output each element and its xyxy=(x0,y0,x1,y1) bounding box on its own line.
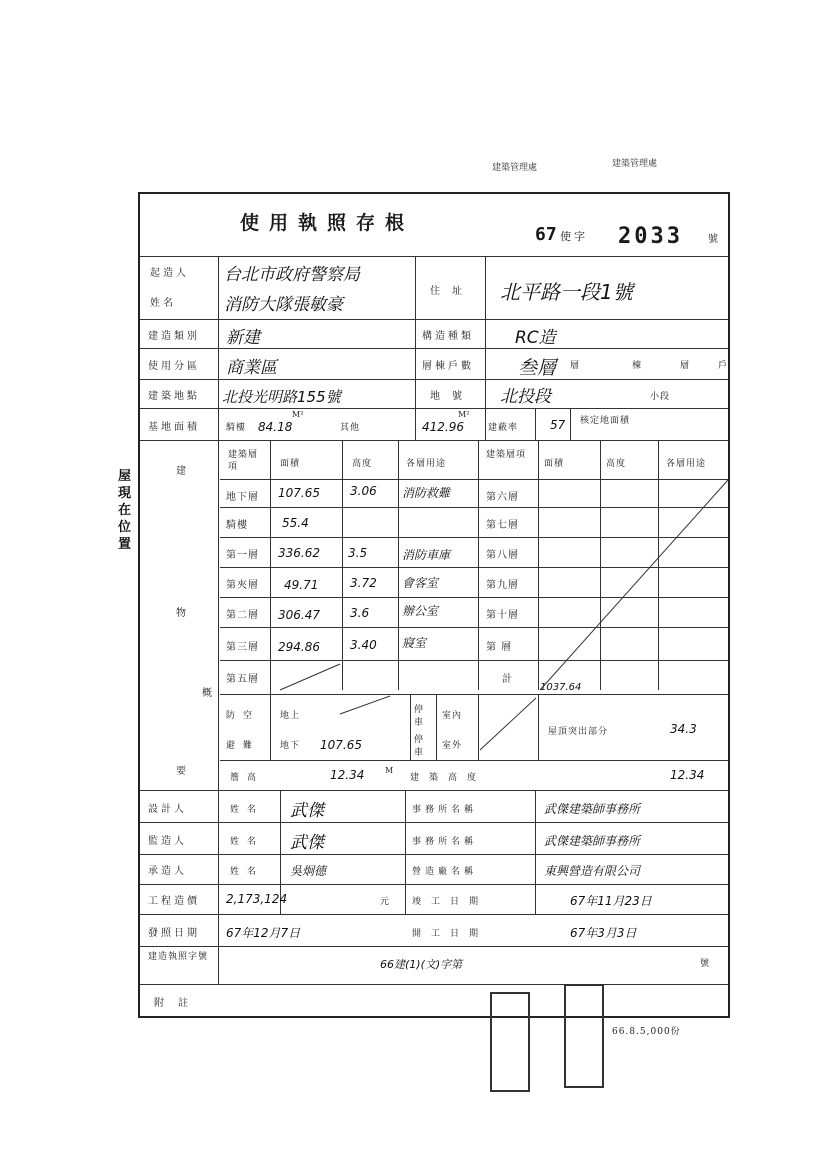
floor-area: 306.47 xyxy=(278,608,320,622)
eave-height-label: 簷高 xyxy=(230,773,265,783)
supervisor-label: 監造人 xyxy=(148,836,187,847)
address-value: 北平路一段1號 xyxy=(500,280,633,304)
floor-label: 地下層 xyxy=(226,492,259,503)
parcel-label: 地號 xyxy=(430,391,474,402)
address-label: 住址 xyxy=(430,286,474,297)
floor-label: 第二層 xyxy=(226,610,259,621)
floor-label: 計 xyxy=(502,674,513,685)
floors-unit4: 戶 xyxy=(718,361,729,371)
floor-area: 107.65 xyxy=(278,486,320,500)
floor-label: 第夾層 xyxy=(226,580,259,591)
cost-value: 2,173,124 xyxy=(226,892,288,906)
contractor-name-label: 姓名 xyxy=(230,867,265,877)
floor-label: 第八層 xyxy=(486,550,519,561)
floor-label: 第三層 xyxy=(226,642,259,653)
permit-type: 使字 xyxy=(560,230,588,243)
construction-type-value: 新建 xyxy=(226,328,260,348)
col-item-left: 建築層項 xyxy=(228,450,259,472)
floor-use: 消防車庫 xyxy=(402,548,451,562)
site-location-value: 北投光明路155號 xyxy=(222,388,341,406)
indoor-label: 室內 xyxy=(442,711,463,721)
name-value: 消防大隊張敏豪 xyxy=(224,295,343,315)
supervisor-name: 武傑 xyxy=(290,833,324,853)
supervisor-office-label: 事務所名稱 xyxy=(412,837,478,847)
permit-form xyxy=(138,192,730,1018)
col-area-right: 面積 xyxy=(544,459,565,469)
parking-label2: 停車 xyxy=(414,735,425,758)
zoning-label: 使用分區 xyxy=(148,361,200,372)
designer-office-label: 事務所名稱 xyxy=(412,805,478,815)
builder-value: 台北市政府警察局 xyxy=(224,265,360,285)
floor-label: 騎樓 xyxy=(226,520,248,531)
floor-label: 第九層 xyxy=(486,580,519,591)
builder-label: 起造人 xyxy=(150,268,189,279)
form-title: 使用執照存根 xyxy=(240,212,415,234)
completion-label: 竣工日期 xyxy=(412,897,489,907)
floor-use: 辦公室 xyxy=(402,604,439,618)
site-location-label: 建築地點 xyxy=(148,391,200,402)
floor-height: 3.5 xyxy=(348,546,368,560)
floor-height: 3.6 xyxy=(350,606,370,620)
col-height-left: 高度 xyxy=(352,459,373,469)
floors-unit1: 層 xyxy=(570,361,581,371)
supervisor-name-label: 姓名 xyxy=(230,837,265,847)
small-section-label: 小段 xyxy=(650,392,671,402)
col-item-right: 建築層項 xyxy=(486,450,527,460)
shelter-label1: 防空 xyxy=(226,711,261,721)
top-stamp xyxy=(492,156,714,190)
arcade-sub-label: 騎樓 xyxy=(226,423,247,433)
permit-year: 67 xyxy=(535,224,557,245)
structure-value: RC造 xyxy=(515,328,556,348)
total-value: 1037.64 xyxy=(540,682,582,693)
other-sub-label: 其他 xyxy=(340,423,361,433)
unit-m: M xyxy=(385,766,394,775)
seal-stamp xyxy=(490,992,530,1092)
floor-area: 55.4 xyxy=(282,516,309,530)
contractor-company: 東興營造有限公司 xyxy=(544,864,641,878)
floors-label: 層棟戶數 xyxy=(422,361,474,372)
name-label: 姓名 xyxy=(150,298,176,309)
floor-label: 第一層 xyxy=(226,550,259,561)
floors-unit3: 層 xyxy=(680,361,691,371)
designer-name: 武傑 xyxy=(290,801,324,821)
building-height-label: 建築高度 xyxy=(410,773,487,783)
permit-label: 建造執照字號 xyxy=(148,952,209,962)
floor-use: 寢室 xyxy=(402,636,427,650)
contractor-label: 承造人 xyxy=(148,866,187,877)
floor-height: 3.06 xyxy=(350,484,377,498)
cost-label: 工程造價 xyxy=(148,896,200,907)
site-area-label: 基地面積 xyxy=(148,422,200,433)
shelter-below: 地下 xyxy=(280,741,301,751)
arcade-area: 84.18 xyxy=(258,420,293,434)
eave-height-value: 12.34 xyxy=(330,768,365,782)
floor-area: 49.71 xyxy=(284,578,319,592)
contractor-company-label: 營造廠名稱 xyxy=(412,867,478,877)
parking-label: 停車 xyxy=(414,705,425,728)
floor-area: 336.62 xyxy=(278,546,320,560)
construction-type-label: 建造類別 xyxy=(148,331,200,342)
start-label: 開工日期 xyxy=(412,929,489,939)
floor-label: 第七層 xyxy=(486,520,519,531)
permit-number-suffix: 號 xyxy=(700,959,711,969)
shelter-label2: 避難 xyxy=(226,741,261,751)
building-height-value: 12.34 xyxy=(670,768,705,782)
floor-use: 消防救難 xyxy=(402,486,451,500)
floor-label: 第 層 xyxy=(486,642,513,653)
issue-label: 發照日期 xyxy=(148,928,200,939)
start-value: 67年3月3日 xyxy=(570,926,637,940)
parcel-value: 北投段 xyxy=(500,387,551,407)
floor-label: 第六層 xyxy=(486,492,519,503)
shelter-above: 地上 xyxy=(280,711,301,721)
col-height-right: 高度 xyxy=(606,459,627,469)
allowed-area-label: 核定地面積 xyxy=(580,416,631,426)
structure-label: 構造種類 xyxy=(422,331,474,342)
print-note: 66.8.5,000份 xyxy=(612,1027,681,1037)
shelter-below-value: 107.65 xyxy=(320,738,362,752)
floor-height: 3.72 xyxy=(350,576,377,590)
unit-m2: M² xyxy=(292,410,304,419)
remarks-label: 附註 xyxy=(154,998,202,1009)
floors-unit2: 棟 xyxy=(632,361,643,371)
permit-value: 66建(1)(文)字第 xyxy=(380,958,463,971)
contractor-name: 吳炯德 xyxy=(290,864,327,878)
floor-label: 第五層 xyxy=(226,674,259,685)
outdoor-label: 室外 xyxy=(442,741,463,751)
col-use-left: 各層用途 xyxy=(406,459,447,469)
section-building: 建 xyxy=(176,466,189,477)
section-object: 物 xyxy=(176,608,189,619)
roof-label: 屋頂突出部分 xyxy=(548,727,609,737)
issue-value: 67年12月7日 xyxy=(226,926,301,940)
col-area-left: 面積 xyxy=(280,459,301,469)
permit-number: 2033 xyxy=(618,224,683,249)
designer-name-label: 姓名 xyxy=(230,805,265,815)
cost-unit: 元 xyxy=(380,897,391,907)
side-annotation: 屋現在位置 xyxy=(118,469,132,552)
floor-height: 3.40 xyxy=(350,638,377,652)
top-stamp-line2: 建築管理處 xyxy=(612,159,658,169)
designer-label: 設計人 xyxy=(148,804,187,815)
floors-value: 叁層 xyxy=(518,357,557,379)
zoning-value: 商業區 xyxy=(226,358,277,378)
col-use-right: 各層用途 xyxy=(666,459,707,469)
supervisor-office: 武傑建築師事務所 xyxy=(544,834,641,848)
coverage-label: 建蔽率 xyxy=(488,423,519,433)
floor-use: 會客室 xyxy=(402,576,439,590)
coverage-value: 57 xyxy=(550,418,566,432)
designer-office: 武傑建築師事務所 xyxy=(544,802,641,816)
roof-value: 34.3 xyxy=(670,722,697,736)
floor-area: 294.86 xyxy=(278,640,320,654)
seal-stamp xyxy=(564,984,604,1088)
permit-suffix: 號 xyxy=(708,234,721,245)
unit-m2: M² xyxy=(458,410,470,419)
top-stamp-line1: 建築管理處 xyxy=(492,163,538,173)
section-total: 要 xyxy=(176,766,189,777)
section-summary: 概 xyxy=(202,688,215,699)
floor-label: 第十層 xyxy=(486,610,519,621)
other-area: 412.96 xyxy=(422,420,464,434)
completion-value: 67年11月23日 xyxy=(570,894,652,908)
